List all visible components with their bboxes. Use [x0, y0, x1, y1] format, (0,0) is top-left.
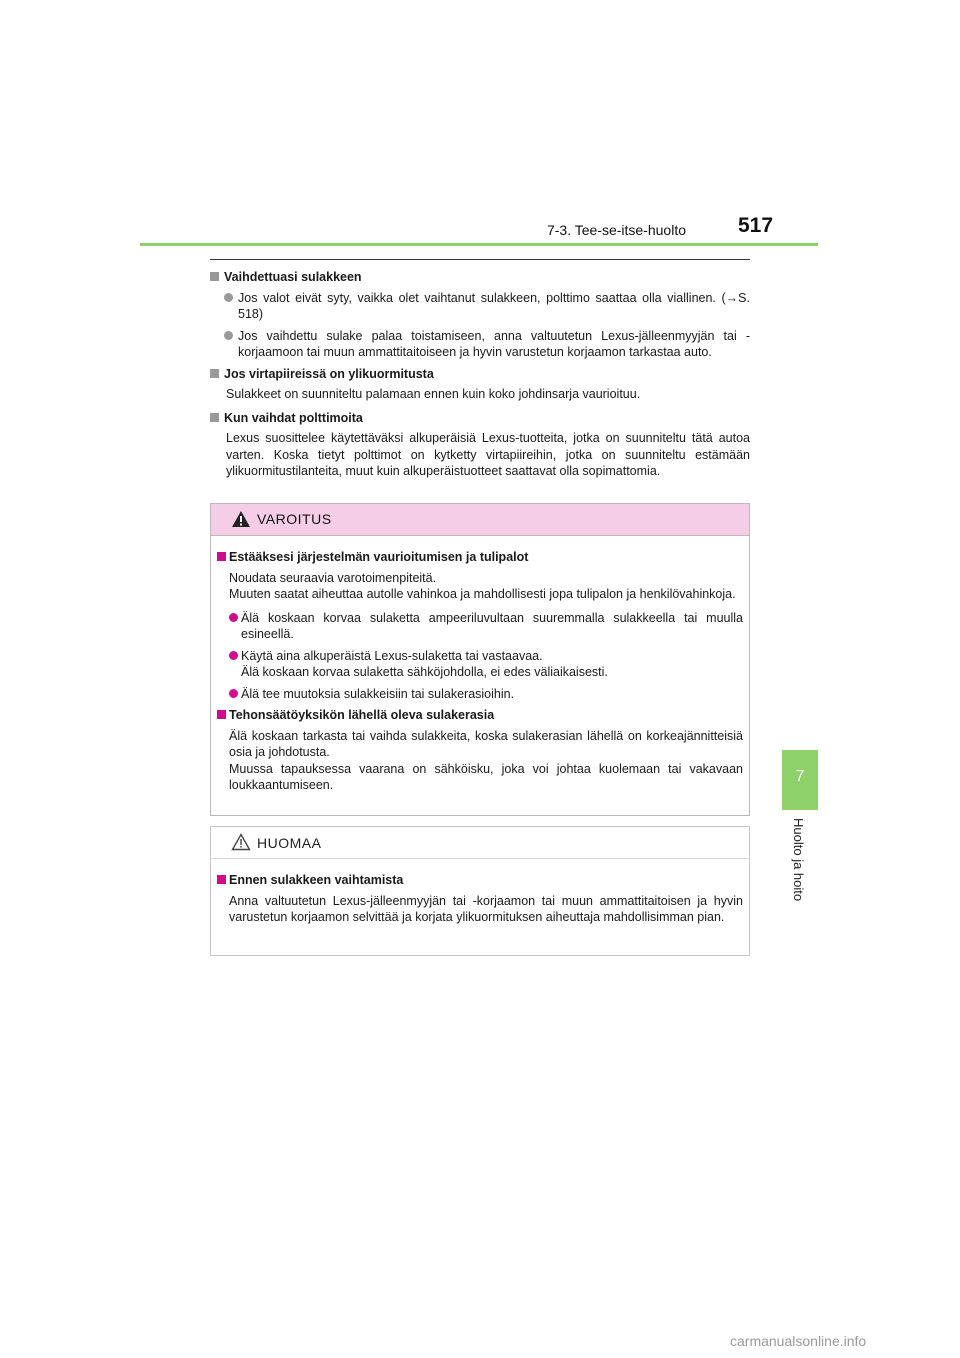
notice-heading: Ennen sulakkeen vaihtamista: [217, 872, 743, 889]
square-bullet-icon: [210, 272, 219, 281]
warning-triangle-icon: [231, 510, 251, 528]
round-bullet-icon: [224, 331, 233, 340]
warning-header: [211, 504, 749, 536]
notice-box: [210, 826, 750, 956]
caution-triangle-icon: [231, 833, 251, 851]
bullet-item: Jos valot eivät syty, vaikka olet vaihtanut sulakkeen, polttimo saattaa olla viallinen. (→S. 518): [210, 290, 750, 323]
square-bullet-icon: [217, 710, 226, 719]
warning-bullet: Älä koskaan korvaa sulaketta ampeeriluvultaan suuremmalla sulakkeella tai muulla esineellä.: [217, 610, 743, 643]
warning-bullet: Käytä aina alkuperäistä Lexus-sulaketta tai vastaavaa. Älä koskaan korvaa sulaketta sähköjohdolla, ei edes väliaikaisesti.: [217, 648, 743, 681]
content-top-rule: [210, 259, 750, 260]
round-bullet-icon: [229, 651, 238, 660]
warning-body: [211, 536, 749, 794]
round-bullet-icon: [229, 689, 238, 698]
warning-heading: Tehonsäätöyksikön lähellä oleva sulakerasia: [217, 707, 743, 724]
main-content: [210, 269, 750, 487]
warning-heading: Estääksesi järjestelmän vaurioitumisen ja tulipalot: [217, 549, 743, 566]
chapter-label: Huolto ja hoito: [791, 818, 806, 902]
section-heading: Kun vaihdat polttimoita: [210, 410, 750, 427]
section-text: Sulakkeet on suunniteltu palamaan ennen kuin koko johdinsarja vaurioituu.: [226, 387, 641, 401]
warning-bullet: Älä tee muutoksia sulakkeisiin tai sulakerasioihin.: [217, 686, 743, 703]
watermark: carmanualsonline.info: [730, 1333, 867, 1349]
notice-header: [211, 827, 749, 859]
chapter-tab: 7: [782, 750, 818, 810]
warning-box: [210, 503, 750, 816]
warning-title: VAROITUS: [257, 511, 332, 527]
section-heading: Vaihdettuasi sulakkeen: [210, 269, 750, 286]
square-bullet-icon: [217, 552, 226, 561]
round-bullet-icon: [229, 613, 238, 622]
notice-body: [211, 859, 749, 926]
round-bullet-icon: [224, 293, 233, 302]
header-section-title: 7-3. Tee-se-itse-huolto: [546, 222, 686, 238]
warning-text: Älä koskaan tarkasta tai vaihda sulakkeita, koska sulakerasian lähellä on korkeajännitteisiä osia ja johdotusta. Muussa tapauksessa vaarana on sähköisku, joka voi johtaa kuolemaan tai vakavaan loukkaantumiseen.: [229, 728, 743, 792]
square-bullet-icon: [217, 875, 226, 884]
notice-title: HUOMAA: [257, 835, 322, 851]
header-rule: [140, 243, 818, 246]
notice-text: Anna valtuutetun Lexus-jälleenmyyjän tai -korjaamon tai muun ammattitaitoisen ja hyvin varustetun korjaamon selvittää ja korjata ylikuormituksen aiheuttaja mahdollisimman pian.: [229, 893, 743, 924]
bullet-item: Jos vaihdettu sulake palaa toistamiseen, anna valtuutetun Lexus-jälleenmyyjän tai -korjaamoon tai muun ammattitaitoiseen ja hyvin varustetun korjaamon tarkastaa auto.: [210, 328, 750, 361]
page-number: 517: [738, 214, 774, 237]
section-text: Lexus suosittelee käytettäväksi alkuperäisiä Lexus-tuotteita, jotka on suunniteltu tätä autoa varten. Koska tietyt polttimot on kytketty virtapiireihin, jotka on suunniteltu estämään ylikuormitustilanteita, muut kuin alkuperäistuotteet saattavat olla sopimattomia.: [226, 431, 750, 478]
square-bullet-icon: [210, 369, 219, 378]
section-heading: Jos virtapiireissä on ylikuormitusta: [210, 366, 750, 383]
warning-text: Noudata seuraavia varotoimenpiteitä. Muuten saatat aiheuttaa autolle vahinkoa ja mahdollisesti jopa tulipalon ja henkilövahinkoja.: [229, 570, 736, 601]
square-bullet-icon: [210, 413, 219, 422]
